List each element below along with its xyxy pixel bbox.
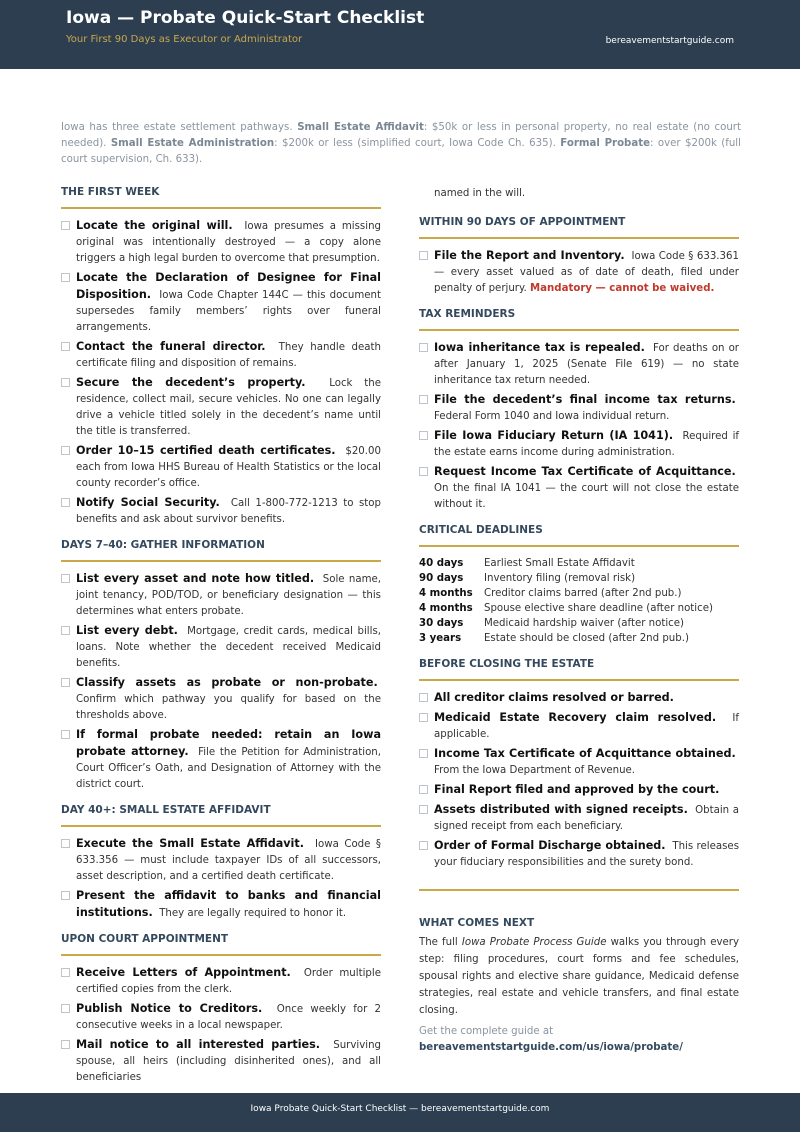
checkbox[interactable]: [61, 498, 70, 507]
item-text: File the Petition for Administration, Court Officer’s Oath, and Designation of Attorney with the district court.: [76, 747, 381, 790]
checkbox[interactable]: [61, 626, 70, 635]
item-title: Income Tax Certificate of Acquittance obtained.: [434, 747, 736, 760]
intro-paragraph: [61, 120, 741, 168]
item-text: $20.00 each from Iowa HHS Bureau of Health Statistics or the local county recorder’s office.: [76, 446, 381, 489]
intro-pathway: Formal Probate: [560, 138, 651, 149]
checkbox[interactable]: [61, 574, 70, 583]
guide-title: Iowa Probate Process Guide: [461, 937, 607, 948]
item-title: Present the affidavit to banks and financial institutions.: [76, 889, 381, 919]
deadline-row: [419, 586, 739, 601]
checkbox[interactable]: [61, 446, 70, 455]
deadline-description: Earliest Small Estate Affidavit: [484, 558, 635, 569]
checkbox[interactable]: [61, 839, 70, 848]
checkbox[interactable]: [419, 713, 428, 722]
item-title: Mail notice to all interested parties.: [76, 1038, 321, 1051]
checklist: [61, 965, 381, 1086]
item-title: Assets distributed with signed receipts.: [434, 803, 688, 816]
checkbox[interactable]: [419, 693, 428, 702]
item-title: If formal probate needed: retain an Iowa probate attorney.: [76, 728, 381, 758]
item-text: This releases your fiduciary responsibilities and the surety bond.: [434, 841, 740, 868]
guide-link[interactable]: bereavementstartguide.com/us/iowa/probate/: [419, 1042, 683, 1053]
checklist: [61, 218, 381, 528]
intro-text: : $200k or less (simplified court, Iowa Code Ch. 635).: [274, 138, 556, 149]
deadline-period: 90 days: [419, 573, 464, 584]
checklist-item[interactable]: [61, 727, 381, 793]
checklist-item[interactable]: [61, 836, 381, 885]
checklist-item[interactable]: [61, 965, 381, 998]
item-text: For deaths on or after January 1, 2025 (Senate File 619) — no state inheritance tax return needed.: [434, 343, 739, 386]
item-text: From the Iowa Department of Revenue.: [434, 765, 636, 776]
item-text: Iowa Code § 633.356 — must include taxpayer IDs of all successors, asset description, and a certified death certificate.: [76, 839, 382, 882]
item-title: Locate the Declaration of Designee for Final Disposition.: [76, 271, 381, 301]
checkbox[interactable]: [419, 251, 428, 260]
deadline-description: Creditor claims barred (after 2nd pub.): [484, 588, 682, 599]
checklist-item[interactable]: [419, 690, 739, 707]
checklist-item[interactable]: [61, 888, 381, 922]
section-title: WITHIN 90 DAYS OF APPOINTMENT: [419, 216, 739, 239]
deadline-period: 30 days: [419, 618, 464, 629]
item-title: Order 10–15 certified death certificates.: [76, 444, 336, 457]
checklist-item[interactable]: [419, 838, 739, 871]
checkbox[interactable]: [61, 1004, 70, 1013]
deadline-description: Spouse elective share deadline (after notice): [484, 603, 713, 614]
section-title: THE FIRST WEEK: [61, 186, 381, 209]
item-title: Locate the original will.: [76, 219, 233, 232]
intro-text: Iowa has three estate settlement pathways.: [61, 122, 293, 133]
checklist-item[interactable]: [61, 495, 381, 528]
section-title: TAX REMINDERS: [419, 308, 739, 331]
item-text: Call 1-800-772-1213 to stop benefits and ask about survivor benefits.: [76, 498, 381, 525]
checklist: [61, 571, 381, 793]
item-title: File the decedent’s final income tax returns.: [434, 393, 736, 406]
deadline-row: [419, 571, 739, 586]
deadline-period: 40 days: [419, 558, 464, 569]
deadline-row: [419, 556, 739, 571]
checklist-item[interactable]: [419, 710, 739, 743]
item-text: If applicable.: [434, 713, 739, 740]
checklist-item[interactable]: [419, 802, 739, 835]
deadline-period: 3 years: [419, 633, 462, 644]
divider: [419, 889, 739, 891]
item-title: Final Report filed and approved by the court.: [434, 783, 720, 796]
item-text: Lock the residence, collect mail, secure vehicles. No one can legally drive a vehicle titled solely in the decedent’s name until the title is transferred.: [76, 378, 381, 437]
item-text: Required if the estate earns income during administration.: [434, 431, 739, 458]
checklist-item[interactable]: [419, 248, 739, 297]
item-text: Sole name, joint tenancy, POD/TOD, or beneficiary designation — this determines what enters probate.: [76, 574, 381, 617]
checkbox[interactable]: [61, 342, 70, 351]
page-subtitle: Your First 90 Days as Executor or Administrator: [66, 34, 303, 45]
link-label: Get the complete guide at: [419, 1026, 554, 1037]
checkbox[interactable]: [419, 343, 428, 352]
item-text: Federal Form 1040 and Iowa individual return.: [434, 411, 670, 422]
item-title: Iowa inheritance tax is repealed.: [434, 341, 645, 354]
next-paragraph: [419, 934, 739, 1019]
checkbox[interactable]: [419, 467, 428, 476]
checklist-item[interactable]: [61, 1001, 381, 1034]
section-title: CRITICAL DEADLINES: [419, 524, 739, 547]
right-column: [419, 186, 739, 1056]
intro-pathway: Small Estate Administration: [110, 138, 275, 149]
deadline-description: Inventory filing (removal risk): [484, 573, 636, 584]
item-title: Notify Social Security.: [76, 496, 220, 509]
footer-text: Iowa Probate Quick-Start Checklist — bereavementstartguide.com: [250, 1104, 550, 1114]
item-text: Iowa Code § 633.361 — every asset valued as of date of death, filed under penalty of perjury.: [434, 251, 739, 294]
item-title: All creditor claims resolved or barred.: [434, 691, 674, 704]
checklist-item[interactable]: [61, 339, 381, 372]
checklist-item[interactable]: [61, 375, 381, 440]
item-title: Execute the Small Estate Affidavit.: [76, 837, 304, 850]
item-title: Contact the funeral director.: [76, 340, 266, 353]
checkbox[interactable]: [61, 1040, 70, 1049]
checklist-item[interactable]: [61, 1037, 381, 1086]
item-text: They handle death certificate filing and disposition of remains.: [76, 342, 381, 369]
checklist-item[interactable]: [419, 746, 739, 779]
checklist: [419, 248, 739, 297]
deadline-list: [419, 556, 739, 646]
section-title: BEFORE CLOSING THE ESTATE: [419, 658, 739, 681]
footer: [0, 1093, 800, 1132]
checklist-item[interactable]: [419, 340, 739, 389]
checklist-item[interactable]: [61, 443, 381, 492]
checklist-item-continued: named in the will.: [434, 188, 526, 199]
checklist-item[interactable]: [419, 464, 739, 513]
checklist-item[interactable]: [61, 623, 381, 672]
left-column: [61, 186, 381, 1089]
checkbox[interactable]: [61, 968, 70, 977]
next-text: The full: [419, 937, 458, 948]
item-text: Once weekly for 2 consecutive weeks in a local newspaper.: [76, 1004, 381, 1031]
checkbox[interactable]: [61, 678, 70, 687]
checkbox[interactable]: [61, 221, 70, 230]
deadline-description: Medicaid hardship waiver (after notice): [484, 618, 685, 629]
item-text: They are legally required to honor it.: [159, 908, 347, 919]
item-title: Request Income Tax Certificate of Acquittance.: [434, 465, 736, 478]
page-title: Iowa — Probate Quick-Start Checklist: [66, 8, 425, 28]
item-title: File the Report and Inventory.: [434, 249, 625, 262]
section-title: UPON COURT APPOINTMENT: [61, 933, 381, 956]
item-title: Receive Letters of Appointment.: [76, 966, 291, 979]
checklist-item[interactable]: [419, 428, 739, 461]
deadline-period: 4 months: [419, 603, 473, 614]
section-title: DAY 40+: SMALL ESTATE AFFIDAVIT: [61, 804, 381, 827]
checkbox[interactable]: [61, 378, 70, 387]
deadline-row: [419, 601, 739, 616]
item-text: Iowa presumes a missing original was intentionally destroyed — a copy alone triggers a high legal burden to overcome that presumption.: [76, 221, 381, 264]
checkbox[interactable]: [419, 841, 428, 850]
checklist-item[interactable]: [419, 392, 739, 425]
intro-pathway: Small Estate Affidavit: [297, 122, 424, 133]
warning-text: Mandatory — cannot be waived.: [530, 283, 715, 294]
deadline-row: [419, 631, 739, 646]
item-title: Order of Formal Discharge obtained.: [434, 839, 666, 852]
checklist: [419, 690, 739, 871]
section-title: DAYS 7–40: GATHER INFORMATION: [61, 539, 381, 562]
checklist-item[interactable]: [61, 270, 381, 336]
item-title: List every debt.: [76, 624, 178, 637]
item-text: Surviving spouse, all heirs (including disinherited ones), and all beneficiaries: [76, 1040, 381, 1083]
checkbox[interactable]: [61, 273, 70, 282]
checkbox[interactable]: [61, 891, 70, 900]
checkbox[interactable]: [419, 805, 428, 814]
checkbox[interactable]: [419, 785, 428, 794]
checkbox[interactable]: [61, 730, 70, 739]
item-text: Order multiple certified copies from the clerk.: [76, 968, 381, 995]
checklist-item[interactable]: [61, 218, 381, 267]
item-title: File Iowa Fiduciary Return (IA 1041).: [434, 429, 674, 442]
item-title: Secure the decedent’s property.: [76, 376, 306, 389]
checkbox[interactable]: [419, 749, 428, 758]
checklist: [419, 340, 739, 513]
next-text: walks you through every step: filing procedures, court forms and fee schedules, spousal rights and elective share guidance, Medicaid defense strategies, real estate and vehicle transfers, and final estate closing.: [419, 937, 740, 1016]
intro-text: : $50k or less in personal property, no real estate (no court needed).: [61, 122, 741, 149]
item-text: Iowa Code Chapter 144C — this document supersedes family members’ rights over funeral arrangements.: [76, 290, 381, 333]
checkbox[interactable]: [419, 431, 428, 440]
item-text: On the final IA 1041 — the court will not close the estate without it.: [434, 483, 739, 510]
header-site-link[interactable]: bereavementstartguide.com: [605, 36, 734, 46]
item-text: Mortgage, credit cards, medical bills, loans. Note whether the decedent received Medicaid benefits.: [76, 626, 381, 669]
item-text: Obtain a signed receipt from each beneficiary.: [434, 805, 739, 832]
item-title: Publish Notice to Creditors.: [76, 1002, 263, 1015]
deadline-period: 4 months: [419, 588, 473, 599]
checklist-item[interactable]: [419, 782, 739, 799]
item-title: Medicaid Estate Recovery claim resolved.: [434, 711, 717, 724]
section-title: WHAT COMES NEXT: [419, 917, 535, 929]
checklist-item[interactable]: [61, 675, 381, 724]
deadline-row: [419, 616, 739, 631]
item-title: Classify assets as probate or non-probate.: [76, 676, 378, 689]
intro-text: : over $200k (full court supervision, Ch. 633).: [61, 138, 741, 165]
item-text: Confirm which pathway you qualify for based on the thresholds above.: [76, 694, 381, 721]
checklist-item[interactable]: [61, 571, 381, 620]
checklist: [61, 836, 381, 922]
checkbox[interactable]: [419, 395, 428, 404]
header: [0, 0, 800, 69]
deadline-description: Estate should be closed (after 2nd pub.): [484, 633, 689, 644]
item-title: List every asset and note how titled.: [76, 572, 315, 585]
